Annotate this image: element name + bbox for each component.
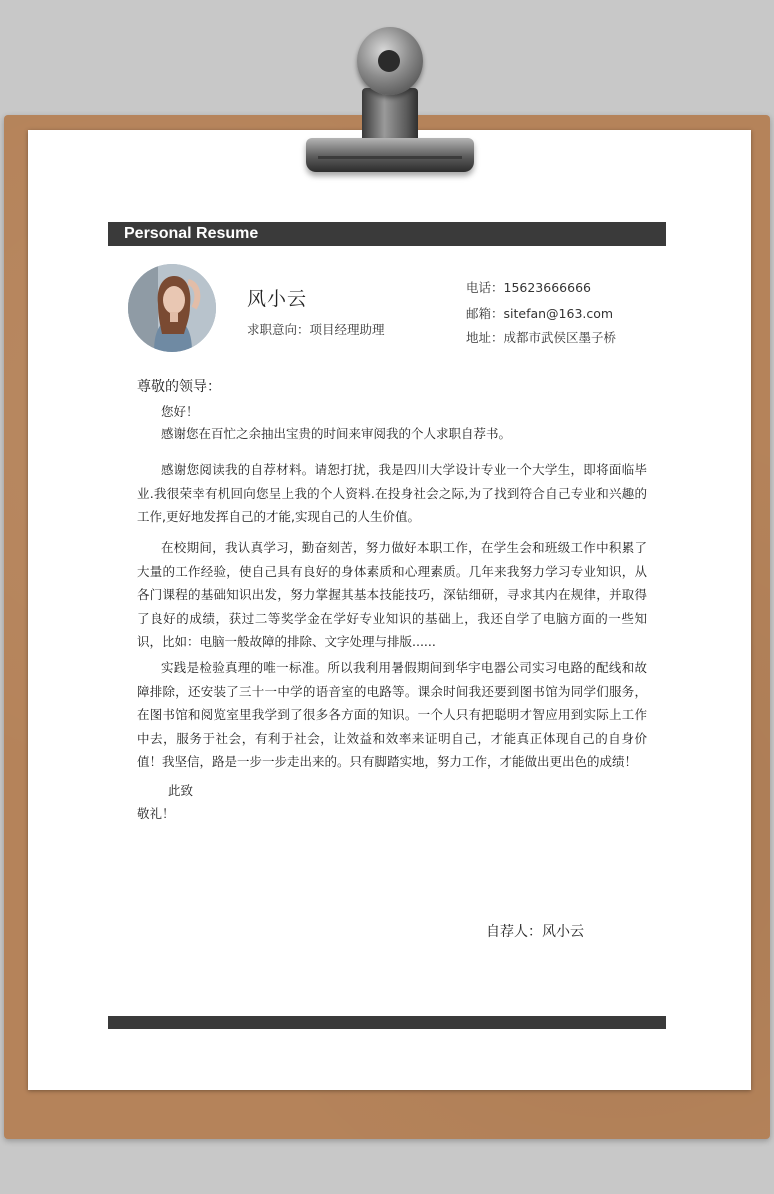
header-title: Personal Resume xyxy=(124,225,259,242)
clip-base xyxy=(306,138,474,172)
avatar xyxy=(128,264,216,352)
letter-greeting: 您好！ xyxy=(161,404,199,419)
avatar-portrait-icon xyxy=(128,264,216,352)
contact-email: 邮箱：sitefan@163.com xyxy=(466,306,614,321)
footer-bar xyxy=(108,1016,666,1029)
letter-salutation: 尊敬的领导： xyxy=(137,379,221,395)
letter-signature: 自荐人：风小云 xyxy=(486,924,584,940)
letter-paragraph: 感谢您阅读我的自荐材料。请恕打扰，我是四川大学设计专业一个大学生，即将面临毕业.我很荣幸有机回向您呈上我的个人资料.在投身社会之际,为了找到符合自己专业和兴趣的工作,更好地发挥自己的才能,实现自己的人生价值。 xyxy=(137,462,647,524)
applicant-name: 风小云 xyxy=(247,288,308,310)
letter-paragraph: 实践是检验真理的唯一标准。所以我利用暑假期间到华宇电器公司实习电路的配线和故障排除，还安装了三十一中学的语音室的电路等。课余时间我还要到图书馆为同学们服务，在图书馆和阅览室里我学到了很多各方面的知识。一个人只有把聪明才智应用到实际上工作中去，服务于社会，有利于社会，让效益和效率来证明自己，才能真正体现自己的自身价值！我坚信，路是一步一步走出来的。只有脚踏实地，努力工作，才能做出更出色的成绩！ xyxy=(137,660,647,769)
clip-hole xyxy=(378,50,400,72)
letter-closing-2: 敬礼！ xyxy=(137,806,175,821)
clip-base-line xyxy=(318,156,462,159)
letter-closing-1: 此致 xyxy=(168,783,194,798)
letter-paragraph: 在校期间，我认真学习，勤奋刻苦，努力做好本职工作，在学生会和班级工作中积累了大量的工作经验，使自己具有良好的身体素质和心理素质。几年来我努力学习专业知识，从各门课程的基础知识出发，努力掌握其基本技能技巧，深钻细研，寻求其内在规律，并取得了良好的成绩，获过二等奖学金在学好专业知识的基础上，我还自学了电脑方面的一些知识，比如：电脑一般故障的排除、文字处理与排版...... xyxy=(137,540,647,649)
contact-address: 地址：成都市武侯区墨子桥 xyxy=(466,330,617,345)
job-intent: 求职意向：项目经理助理 xyxy=(247,322,385,337)
letter-intro: 感谢您在百忙之余抽出宝贵的时间来审阅我的个人求职自荐书。 xyxy=(161,426,512,441)
contact-phone: 电话：15623666666 xyxy=(466,280,591,295)
